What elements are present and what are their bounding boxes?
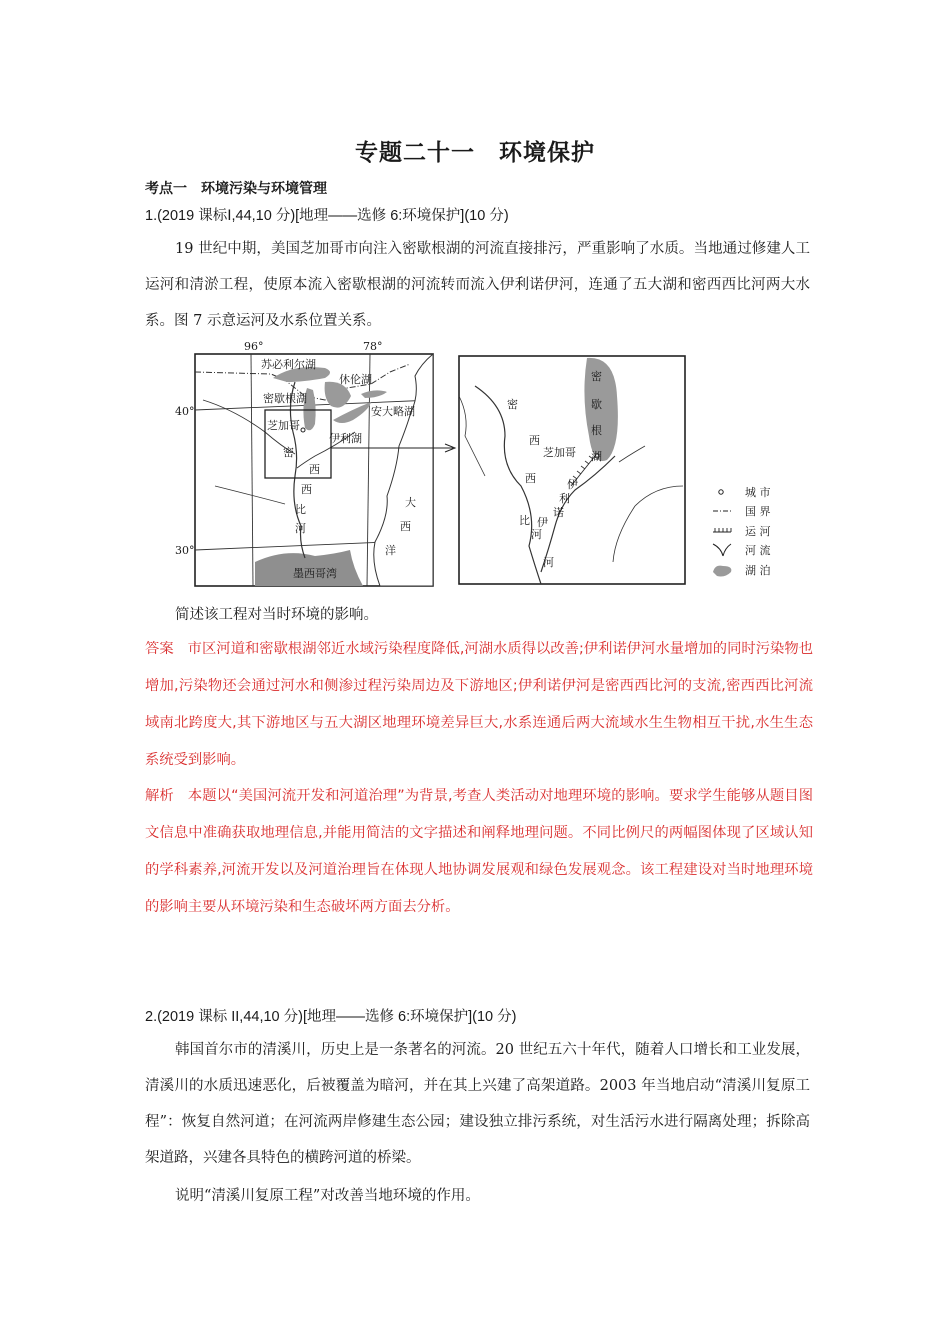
lat-30-label: 30° [175,544,195,557]
label-miss-2: 西 [309,463,320,476]
map-legend [713,486,771,577]
label-lake-huron: 休伦湖 [339,373,372,386]
label-miss-3: 西 [301,483,312,496]
label-lake-ontario: 安大略湖 [371,405,415,418]
right-label-lake-2: 歇 [591,398,602,411]
label-gulf: 墨西哥湾 [293,567,337,580]
right-map-frame [459,356,685,584]
right-label-illinois-1: 伊 [567,478,578,491]
right-label-miss-2: 西 [529,434,540,447]
right-label-illinois-4: 伊 [537,516,548,529]
lon-96-label: 96° [244,340,264,353]
analysis-label: 解析 [145,788,174,804]
right-label-lake-3: 根 [591,424,602,437]
label-lake-erie: 伊利湖 [329,432,362,445]
question-1-prompt: 简述该工程对当时环境的影响。 [175,607,378,623]
lake-icon [713,566,731,577]
right-label-miss-1: 密 [507,398,518,411]
label-lake-superior: 苏必利尔湖 [261,358,316,371]
section-heading: 考点一 环境污染与环境管理 [145,181,327,197]
question-2-prompt: 说明“清溪川复原工程”对改善当地环境的作用。 [175,1188,480,1204]
answer-label: 答案 [145,641,174,657]
city-icon [719,490,723,494]
right-label-chicago: 芝加哥 [543,446,576,459]
label-lake-michigan: 密歇根湖 [263,392,307,405]
river-icon [713,544,731,556]
right-label-miss-3: 西 [525,472,536,485]
right-label-illinois-5: 河 [531,528,542,541]
analysis-block [145,778,813,926]
legend-border: 国 界 [745,505,771,518]
right-label-illinois-2: 利 [559,492,570,505]
right-label-lake-4: 湖 [591,450,602,463]
question-1-stem: 19 世纪中期，美国芝加哥市向注入密歇根湖的河流直接排污，严重影响了水质。当地通过修建人工运河和清淤工程，使原本流入密歇根湖的河流转而流入伊利诺伊河，连通了五大湖和密西西比河两大水系。图 7 示意运河及水系位置关系。 [145,241,810,329]
answer-block [145,631,813,779]
label-miss-1: 密 [283,446,294,459]
right-label-illinois-3: 诺 [553,506,564,519]
answer-text: 市区河道和密歇根湖邻近水域污染程度降低,河湖水质得以改善;伊利诺伊河水量增加的同时污染物也增加,污染物还会通过河水和侧渗过程污染周边及下游地区;伊利诺伊河是密西西比河的支流,密西西比河流域南北跨度大,其下游地区与五大湖区地理环境差异巨大,水系连通后两大流域水生生物相互干扰,水生生态系统受到影响。 [145,641,814,768]
chicago-dot [301,428,305,432]
figure-7-map [175,336,805,598]
legend-lake: 湖 泊 [745,564,771,577]
legend-city: 城 市 [745,486,771,499]
canal-icon [713,528,731,532]
lon-78-label: 78° [363,340,383,353]
label-miss-5: 河 [295,522,306,535]
lat-40-label: 40° [175,405,195,418]
question-2-stem: 韩国首尔市的清溪川，历史上是一条著名的河流。20 世纪五六十年代，随着人口增长和工业发展，清溪川的水质迅速恶化，后被覆盖为暗河，并在其上兴建了高架道路。2003 年当地启动“清溪川复原工程”：恢复自然河道；在河流两岸修建生态公园；建设独立排污系统，对生活污水进行隔离处理；拆除高架道路，兴建各具特色的横跨河道的桥梁。 [145,1042,810,1166]
label-atlantic-2: 西 [400,520,411,533]
legend-canal: 运 河 [745,525,771,538]
legend-river: 河 流 [745,544,771,557]
page-title: 专题二十一 环境保护 [355,140,595,166]
label-chicago: 芝加哥 [267,419,300,432]
label-miss-4: 比 [295,503,306,516]
right-label-miss-5: 河 [543,556,554,569]
right-label-lake-1: 密 [591,370,602,383]
question-2-header: 2.(2019 课标 II,44,10 分)[地理——选修 6:环境保护](10 分) [145,1009,517,1025]
right-label-miss-4: 比 [519,514,530,527]
map-svg [175,336,805,594]
analysis-text: 本题以“美国河流开发和河道治理”为背景,考查人类活动对地理环境的影响。要求学生能够从题目图文信息中准确获取地理信息,并能用简洁的文字描述和阐释地理问题。不同比例尺的两幅图体现了区域认知的学科素养,河流开发以及河道治理旨在体现人地协调发展观和绿色发展观念。该工程建设对当时地理环境的影响主要从环境污染和生态破坏两方面去分析。 [145,788,814,915]
label-atlantic-3: 洋 [385,544,396,557]
question-1-header: 1.(2019 课标Ⅰ,44,10 分)[地理——选修 6:环境保护](10 分) [145,208,509,224]
label-atlantic-1: 大 [405,496,416,509]
